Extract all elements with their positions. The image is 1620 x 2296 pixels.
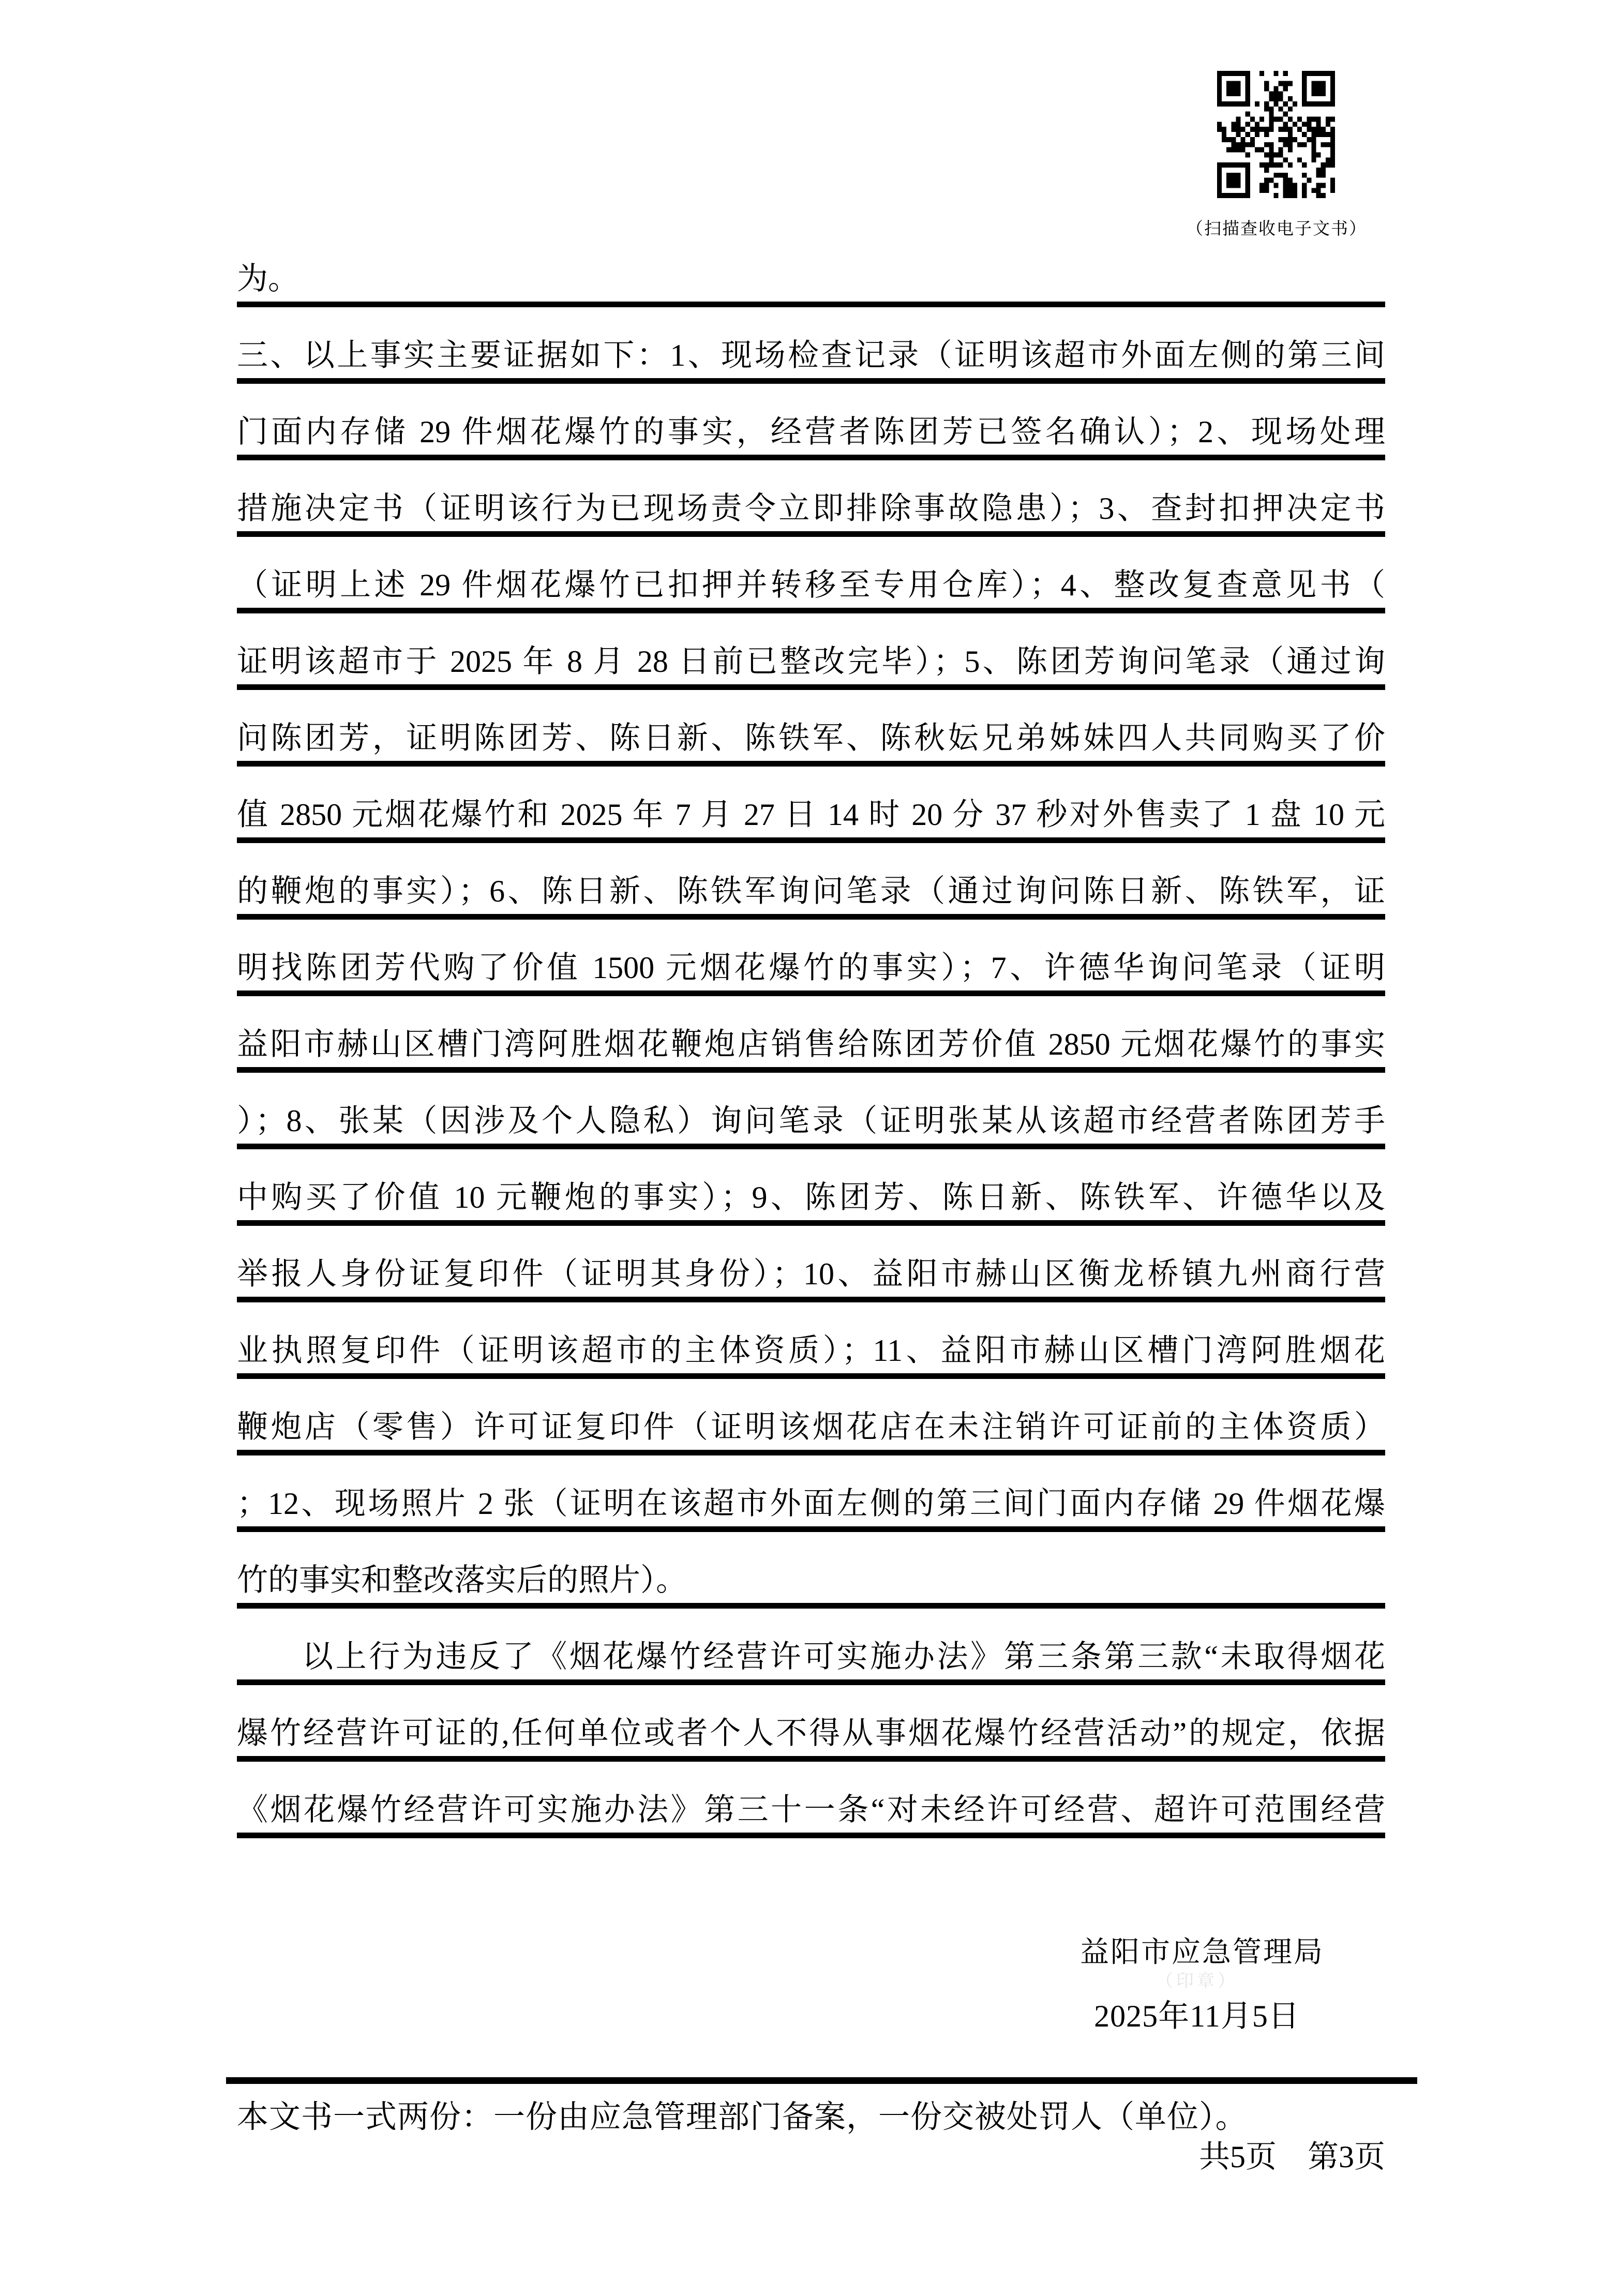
qr-code-svg: [1217, 71, 1335, 198]
issuing-agency: 益阳市应急管理局: [1080, 1937, 1324, 1969]
footer-divider: [226, 2077, 1417, 2084]
body-line: 的鞭炮的事实）；6、陈日新、陈铁军询问笔录（通过询问陈日新、陈铁军，证: [237, 843, 1385, 920]
document-body: [237, 231, 1385, 1838]
body-line: 证明该超市于 2025 年 8 月 28 日前已整改完毕）；5、陈团芳询问笔录（通过询: [237, 613, 1385, 690]
body-line: 值 2850 元烟花爆竹和 2025 年 7 月 27 日 14 时 20 分 37 秒对外售卖了 1 盘 10 元: [237, 767, 1385, 843]
body-line: 中购买了价值 10 元鞭炮的事实）；9、陈团芳、陈日新、陈铁军、许德华以及: [237, 1149, 1385, 1226]
body-line: 业执照复印件（证明该超市的主体资质）；11、益阳市赫山区槽门湾阿胜烟花: [237, 1302, 1385, 1379]
body-line: 鞭炮店（零售）许可证复印件（证明该烟花店在未注销许可证前的主体资质）: [237, 1379, 1385, 1455]
body-line: ；12、现场照片 2 张（证明在该超市外面左侧的第三间门面内存储 29 件烟花爆: [237, 1455, 1385, 1532]
body-line: 益阳市赫山区槽门湾阿胜烟花鞭炮店销售给陈团芳价值 2850 元烟花爆竹的事实: [237, 996, 1385, 1073]
body-line: 竹的事实和整改落实后的照片）。: [237, 1532, 1385, 1609]
body-line: 为。: [237, 231, 1385, 307]
body-line: 举报人身份证复印件（证明其身份）；10、益阳市赫山区衡龙桥镇九州商行营: [237, 1226, 1385, 1302]
body-line: 爆竹经营许可证的,任何单位或者个人不得从事烟花爆竹经营活动”的规定，依据: [237, 1685, 1385, 1762]
body-line: 三、以上事实主要证据如下：1、现场检查记录（证明该超市外面左侧的第三间: [237, 307, 1385, 384]
issue-date: 2025年11月5日: [1094, 1999, 1300, 2033]
body-line: 问陈团芳，证明陈团芳、陈日新、陈铁军、陈秋妘兄弟姊妹四人共同购买了价: [237, 690, 1385, 767]
qr-code: [1217, 71, 1335, 198]
qr-caption: （扫描查收电子文书）: [1186, 220, 1367, 238]
seal-placeholder: （印章）: [1156, 1972, 1238, 1991]
body-line: 门面内存储 29 件烟花爆竹的事实，经营者陈团芳已签名确认）；2、现场处理: [237, 384, 1385, 460]
body-line: 措施决定书（证明该行为已现场责令立即排除事故隐患）；3、查封扣押决定书: [237, 460, 1385, 537]
body-line: 以上行为违反了《烟花爆竹经营许可实施办法》第三条第三款“未取得烟花: [237, 1609, 1385, 1685]
footer-note: 本文书一式两份：一份由应急管理部门备案，一份交被处罚人（单位）。: [237, 2100, 1248, 2135]
body-line: 明找陈团芳代购了价值 1500 元烟花爆竹的事实）；7、许德华询问笔录（证明: [237, 920, 1385, 996]
body-line: 《烟花爆竹经营许可实施办法》第三十一条“对未经许可经营、超许可范围经营: [237, 1762, 1385, 1838]
page-indicator: 共5页 第3页: [1199, 2140, 1385, 2174]
body-line: ）；8、张某（因涉及个人隐私）询问笔录（证明张某从该超市经营者陈团芳手: [237, 1073, 1385, 1149]
body-line: （证明上述 29 件烟花爆竹已扣押并转移至专用仓库）；4、整改复查意见书（: [237, 537, 1385, 613]
